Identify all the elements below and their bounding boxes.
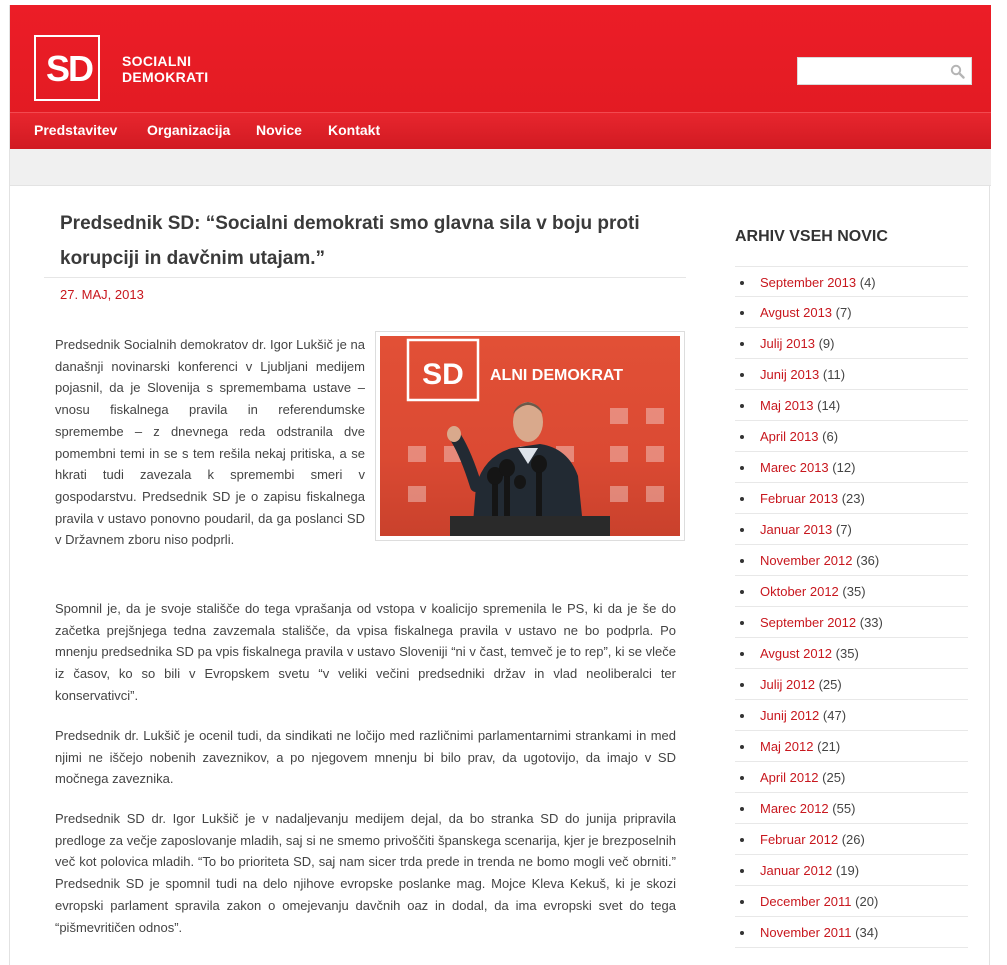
archive-count: (36) <box>856 553 880 568</box>
archive-link[interactable]: Julij 2012 <box>760 677 815 692</box>
bullet-icon <box>740 342 744 346</box>
archive-link[interactable]: Avgust 2012 <box>760 646 833 661</box>
archive-link[interactable]: Marec 2013 <box>760 460 829 475</box>
bullet-icon <box>740 559 744 563</box>
archive-item <box>735 917 968 948</box>
archive-link[interactable]: September 2012 <box>760 615 857 630</box>
archive-link[interactable]: Maj 2013 <box>760 398 814 413</box>
archive-count: (25) <box>818 677 842 692</box>
bullet-icon <box>740 311 744 315</box>
nav-item-predstavitev[interactable]: Predstavitev <box>34 122 118 138</box>
archive-link[interactable]: Junij 2012 <box>760 708 820 723</box>
bullet-icon <box>740 714 744 718</box>
archive-count: (47) <box>822 708 847 723</box>
archive-link[interactable]: November 2012 <box>760 553 853 568</box>
site-name-line1: SOCIALNI <box>122 53 192 69</box>
archive-count: (9) <box>818 336 835 351</box>
bullet-icon <box>740 652 744 656</box>
archive-item <box>735 638 968 669</box>
bullet-icon <box>740 590 744 594</box>
archive-count: (35) <box>842 584 866 599</box>
bullet-icon <box>740 497 744 501</box>
archive-item <box>735 669 968 700</box>
archive-item <box>735 297 968 328</box>
archive-item <box>735 359 968 390</box>
archive-link[interactable]: Marec 2012 <box>760 801 829 816</box>
site-name-line2: DEMOKRATI <box>122 69 209 85</box>
article-date: 27. MAJ, 2013 <box>60 287 144 302</box>
archive-count: (21) <box>817 739 841 754</box>
archive-item <box>735 483 968 514</box>
site-logo[interactable] <box>34 35 100 101</box>
archive-list <box>735 266 968 948</box>
archive-item <box>735 762 968 793</box>
sidebar-title: ARHIV VSEH NOVIC <box>735 228 888 245</box>
archive-link[interactable]: Oktober 2012 <box>760 584 839 599</box>
archive-item <box>735 390 968 421</box>
archive-count: (20) <box>855 894 879 909</box>
archive-count: (33) <box>859 615 883 630</box>
archive-item <box>735 421 968 452</box>
logo-mark: SD <box>45 48 92 89</box>
archive-count: (6) <box>822 429 839 444</box>
search-icon[interactable] <box>950 64 965 84</box>
bullet-icon <box>740 745 744 749</box>
archive-count: (4) <box>859 275 876 290</box>
bullet-icon <box>740 683 744 687</box>
article-paragraph: Predsednik SD dr. Igor Lukšič je v nadaljevanju medijem dejal, da bo stranka SD do junija pripravila predloge za večje zaposlovanje mladih, saj si ne smemo privoščiti španskega scenarija, kjer je brezposelnih več kot polovica mladih. “To bo prioriteta SD, saj nam sicer trda prede in trenda ne bomo mogli več obrniti.” Predsednik SD je spomnil tudi na delo njihove evropske poslanke mag. Mojce Kleva Kekuš, ki je skozi evropski parlament spravila zakon o omejevanju davčnih oaz in dodal, da ima evropski svet do tega “pišmevritičen odnos”. <box>55 811 676 935</box>
bullet-icon <box>740 373 744 377</box>
archive-link[interactable]: September 2013 <box>760 275 857 290</box>
bullet-icon <box>740 900 744 904</box>
nav-item-organizacija[interactable]: Organizacija <box>147 122 231 138</box>
archive-item <box>735 855 968 886</box>
archive-count: (23) <box>841 491 865 506</box>
bullet-icon <box>740 466 744 470</box>
archive-item <box>735 886 968 917</box>
archive-link[interactable]: April 2012 <box>760 770 819 785</box>
archive-count: (35) <box>835 646 859 661</box>
article-paragraph: Predsednik dr. Lukšič je ocenil tudi, da sindikati ne ločijo med različnimi parlamentarnimi strankami in med njimi ne iščejo nobenih zaveznikov, a po njegovem mnenju bi bilo prav, da ugotovijo, da imajo v SD močnega zaveznika. <box>55 728 676 787</box>
archive-item <box>735 731 968 762</box>
archive-item <box>735 452 968 483</box>
archive-link[interactable]: Avgust 2013 <box>760 305 833 320</box>
main-nav <box>10 112 991 149</box>
archive-item <box>735 328 968 359</box>
photo-banner: ALNI DEMOKRAT <box>490 367 624 384</box>
archive-link[interactable]: November 2011 <box>760 925 852 940</box>
archive-link[interactable]: Januar 2013 <box>760 522 833 537</box>
archive-item <box>735 576 968 607</box>
archive-item <box>735 824 968 855</box>
archive-count: (12) <box>832 460 856 475</box>
archive-item <box>735 266 968 297</box>
archive-count: (7) <box>835 522 852 537</box>
article-paragraph: Predsednik Socialnih demokratov dr. Igor Lukšič je na današnji novinarski konferenci v Ljubljani medijem pojasnil, da je Slovenija s spremembama ustave – vnosu fiskalnega pravila in referendumske spremembe – z dnevnega reda odstranila dve pomembni temi in se s tem rešila nekaj pritiska, a se hkrati tudi zavezala k spremembi smeri v gospodarstvu. Predsednik SD je o zapisu fiskalnega pravila v ustavo ponovno poudaril, da ga poslanci SD v Državnem zboru niso podprli. <box>55 337 365 548</box>
bullet-icon <box>740 281 744 285</box>
article-paragraph: Spomnil je, da je svoje stališče do tega vprašanja od vstopa v koalicijo spremenila le PS, ki da je še do začetka prejšnjega tedna zavzemala stališče, da vpisa fiskalnega pravila v ustavo ne bo podprla. Po mnenju predsednika SD pa vpis fiskalnega pravila v ustavo Sloveniji “ni v čast, temveč je to rep”, ki se vleče iz časov, ko so bili v Evropskem svetu “v veliki večini predsedniki držav in vlad neoliberalci ter konservativci”. <box>55 601 676 703</box>
photo-logo: SD <box>422 358 464 391</box>
bullet-icon <box>740 838 744 842</box>
archive-count: (55) <box>832 801 856 816</box>
search-input[interactable] <box>802 61 946 83</box>
archive-link[interactable]: Februar 2012 <box>760 832 839 847</box>
archive-count: (19) <box>835 863 860 878</box>
search-box <box>797 57 972 85</box>
archive-link[interactable]: December 2011 <box>760 894 852 909</box>
archive-link[interactable]: Julij 2013 <box>760 336 815 351</box>
nav-item-kontakt[interactable]: Kontakt <box>328 122 381 138</box>
archive-item <box>735 793 968 824</box>
archive-link[interactable]: April 2013 <box>760 429 819 444</box>
page-container <box>9 5 990 965</box>
archive-item <box>735 700 968 731</box>
site-name[interactable] <box>122 53 208 85</box>
article-title: Predsednik SD: “Socialni demokrati smo glavna sila v boju proti korupciji in davčnim utajam.” <box>60 213 640 269</box>
archive-item <box>735 514 968 545</box>
sub-header-bar <box>10 149 991 186</box>
bullet-icon <box>740 528 744 532</box>
archive-link[interactable]: Junij 2013 <box>760 367 820 382</box>
archive-item <box>735 545 968 576</box>
bullet-icon <box>740 869 744 873</box>
archive-count: (7) <box>835 305 852 320</box>
archive-count: (34) <box>855 925 879 940</box>
bullet-icon <box>740 807 744 811</box>
nav-item-novice[interactable]: Novice <box>256 122 302 138</box>
archive-count: (25) <box>822 770 846 785</box>
archive-link[interactable]: Januar 2012 <box>760 863 833 878</box>
archive-count: (14) <box>817 398 841 413</box>
bullet-icon <box>740 776 744 780</box>
bullet-icon <box>740 404 744 408</box>
archive-link[interactable]: Maj 2012 <box>760 739 814 754</box>
archive-count: (26) <box>841 832 865 847</box>
title-divider <box>44 277 686 278</box>
archive-link[interactable]: Februar 2013 <box>760 491 839 506</box>
archive-count: (11) <box>822 367 846 382</box>
site-header <box>10 5 991 112</box>
photo-image <box>380 336 680 536</box>
archive-item <box>735 607 968 638</box>
bullet-icon <box>740 931 744 935</box>
bullet-icon <box>740 435 744 439</box>
bullet-icon <box>740 621 744 625</box>
article-photo[interactable] <box>375 331 685 541</box>
